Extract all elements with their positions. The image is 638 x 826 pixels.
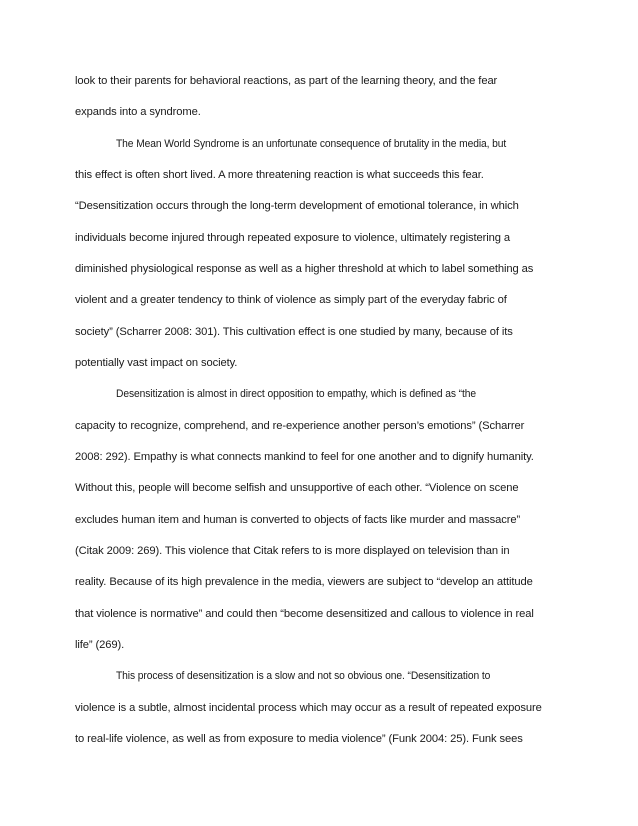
text-line-21: violence is a subtle, almost incidental process which may occur as a result of repeated exposure <box>75 702 542 714</box>
text-line-9: society” (Scharrer 2008: 301). This cultivation effect is one studied by many, because of its <box>75 326 513 338</box>
text-line-13: 2008: 292). Empathy is what connects mankind to feel for one another and to dignify humanity. <box>75 451 534 463</box>
text-line-7: diminished physiological response as well as a higher threshold at which to label something as <box>75 263 534 275</box>
text-line-20: This process of desensitization is a slow and not so obvious one. “Desensitization to <box>116 670 491 682</box>
text-line-5: “Desensitization occurs through the long-term development of emotional tolerance, in which <box>75 200 519 212</box>
text-line-17: reality. Because of its high prevalence in the media, viewers are subject to “develop an attitude <box>75 576 533 588</box>
text-line-22: to real-life violence, as well as from exposure to media violence” (Funk 2004: 25). Funk sees <box>75 733 523 745</box>
text-line-6: individuals become injured through repeated exposure to violence, ultimately registering a <box>75 232 511 244</box>
text-line-4: this effect is often short lived. A more threatening reaction is what succeeds this fear. <box>75 169 484 181</box>
text-line-19: life” (269). <box>75 639 125 651</box>
text-line-1: look to their parents for behavioral reactions, as part of the learning theory, and the fear <box>75 75 498 87</box>
text-line-11: Desensitization is almost in direct opposition to empathy, which is defined as “the <box>116 388 476 400</box>
text-line-12: capacity to recognize, comprehend, and re-experience another person’s emotions” (Scharrer <box>75 420 525 432</box>
text-line-10: potentially vast impact on society. <box>75 357 238 369</box>
text-line-14: Without this, people will become selfish and unsupportive of each other. “Violence on scene <box>75 482 519 494</box>
text-line-3: The Mean World Syndrome is an unfortunate consequence of brutality in the media, but <box>116 138 507 150</box>
text-line-16: (Citak 2009: 269). This violence that Citak refers to is more displayed on television than in <box>75 545 510 557</box>
text-line-2: expands into a syndrome. <box>75 106 201 118</box>
text-line-18: that violence is normative” and could then “become desensitized and callous to violence in real <box>75 608 534 620</box>
text-line-8: violent and a greater tendency to think of violence as simply part of the everyday fabric of <box>75 294 507 306</box>
text-line-15: excludes human item and human is converted to objects of facts like murder and massacre” <box>75 514 521 526</box>
